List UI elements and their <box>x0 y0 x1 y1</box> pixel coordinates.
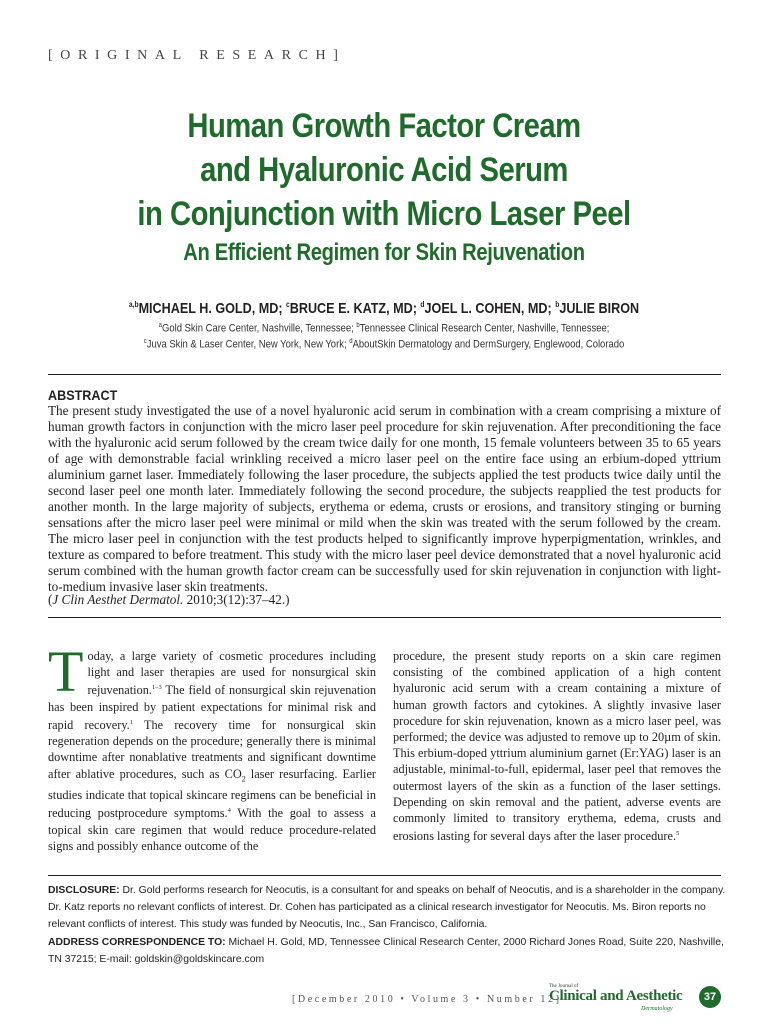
page-number-badge: 37 <box>699 986 721 1008</box>
subscript: 2 <box>241 774 246 784</box>
body-text: laser resurfacing. Earlier studies indicate that topical skincare regimens can be beneficial in reducing postprocedure symptoms. <box>48 766 376 821</box>
drop-cap: T <box>48 639 84 704</box>
abstract-body: The present study investigated the use of a novel hyaluronic acid serum in combination with a cream comprising a mixture of human growth factors in conjunction with the micro laser peel procedure for skin rejuvenation. After preconditioning the face with the hyaluronic acid serum followed by the cream twice daily for one month, 15 female volunteers between 35 to 65 years of age with demonstrable facial wrinkling received a micro laser peel on the entire face using an erbium-doped yttrium aluminium garnet laser. Immediately following the laser procedure, the subjects applied the test products twice daily until the second laser peel one month later. Immediately following the second procedure, the subjects reapplied the test products for another month. In the large majority of subjects, erythema or edema, crusts or erosions, and transitory stinging or burning sensations after the micro laser peel were minimal or mild when the skin was treated with the serum followed by the cream. The micro laser peel in conjunction with the test products helped to significantly improve hyperpigmentation, wrinkles, and texture as compared to before treatment. This study with the micro laser peel device demonstrated that a novel hyaluronic acid serum combined with the human growth factor cream can be successfully used for skin rejuvenation in conjunction with light-to-medium invasive laser skin treatments. <box>48 403 721 594</box>
author-name: JULIE BIRON <box>559 300 640 317</box>
reference-marker[interactable]: 4 <box>227 807 231 815</box>
reference-marker[interactable]: 5 <box>676 830 680 838</box>
body-text: procedure, the present study reports on a skin care regimen consisting of the combined application of a high content hyaluronic acid serum with a cream containing a mixture of human growth factors and cytokines. A slightly invasive laser procedure for skin rejuvenation, known as a micro laser peel, was performed; the device was adjusted to remove up to 20µm of skin. This erbium-doped yttrium aluminium garnet (Er:YAG) laser is an adjustable, minimal-to-full, epidermal, laser peel that removes the outermost layers of the skin as a function of the laser settings. Depending on skin removal and the patient, adverse events are commonly limited to transitory erythema, edema, crusts and erosions lasting for several days after the laser procedure. <box>393 649 721 844</box>
abstract-heading: ABSTRACT <box>48 387 118 403</box>
author-sup: a,b <box>128 300 139 309</box>
affiliation-line <box>54 338 714 351</box>
disclosure-paragraph <box>48 882 726 933</box>
author-name: JOEL L. COHEN, MD; <box>424 300 556 317</box>
title-line-3: in Conjunction with Micro Laser Peel <box>137 195 631 233</box>
affiliation: Gold Skin Care Center, Nashville, Tennessee; <box>161 322 357 335</box>
author-list <box>61 300 706 317</box>
affil-sup: a <box>158 322 162 329</box>
body-column-right <box>393 648 721 845</box>
title-line-2: and Hyaluronic Acid Serum <box>200 151 568 189</box>
logo-main-text: Clinical and Aesthetic <box>549 988 683 1004</box>
affiliation: AboutSkin Dermatology and DermSurgery, Englewood, Colorado <box>352 338 625 351</box>
body-column-left <box>48 639 376 854</box>
divider <box>48 374 721 375</box>
citation-journal: J Clin Aesthet Dermatol. <box>52 592 184 607</box>
article-title <box>0 104 768 268</box>
body-text: With the goal to assess a topical skin care regimen that would reduce procedure-related signs and possibly enhance outcome of the <box>48 806 376 853</box>
body-text: oday, a large variety of cosmetic procedures including light and laser therapies are used for nonsurgical skin rejuvenation. <box>87 649 376 698</box>
affil-sup: c <box>143 338 147 345</box>
address-label: ADDRESS CORRESPONDENCE TO: <box>48 937 226 948</box>
disclosure-box <box>48 882 726 969</box>
reference-marker[interactable]: 1 <box>129 718 134 726</box>
journal-logo <box>549 984 689 1014</box>
body-text: The recovery time for nonsurgical skin regeneration depends on the procedure; generally there is minimal downtime after nonablative treatments and significant downtime after ablative procedures, such as CO <box>48 718 376 781</box>
affiliation: Tennessee Clinical Research Center, Nashville, Tennessee; <box>359 322 610 335</box>
author-sup: d <box>420 300 425 309</box>
title-line-1: Human Growth Factor Cream <box>187 107 581 145</box>
affiliation: Juva Skin & Laser Center, New York, New York; <box>146 338 350 351</box>
citation-open: ( <box>48 592 53 607</box>
author-sup: c <box>286 300 290 309</box>
affil-sup: b <box>356 322 360 329</box>
author-sup: b <box>555 300 560 309</box>
affil-sup: d <box>349 338 353 345</box>
logo-small-text: The Journal of <box>549 984 579 989</box>
section-label: [ORIGINAL RESEARCH] <box>48 48 346 63</box>
article-subtitle: An Efficient Regimen for Skin Rejuvenation <box>183 239 585 266</box>
logo-sub-text: Dermatology <box>641 1006 673 1012</box>
author-name: BRUCE E. KATZ, MD; <box>289 300 421 317</box>
divider <box>48 875 721 876</box>
divider <box>48 617 721 618</box>
citation-rest: 2010;3(12):37–42.) <box>183 592 290 607</box>
affiliation-line <box>54 322 714 335</box>
footer-issue: [December 2010 • Volume 3 • Number 12] <box>292 994 562 1005</box>
reference-marker[interactable]: 1–3 <box>151 684 162 692</box>
body-text: The field of nonsurgical skin rejuvenation has been inspired by patient expectations for minimal risk and rapid recovery. <box>48 683 376 732</box>
disclosure-text: Dr. Gold performs research for Neocutis, is a consultant for and speaks on behalf of Neocutis, and is a shareholder in the company. Dr. Katz reports no relevant conflicts of interest. Dr. Cohen has participated as a clinical research investigator for Neocutis. Ms. Biron reports no relevant conflicts of interest. This study was funded by Neocutis, Inc., San Francisco, California. <box>48 885 726 930</box>
address-text: Michael H. Gold, MD, Tennessee Clinical Research Center, 2000 Richard Jones Road, Suite 220, Nashville, TN 37215; E-mail: goldskin@goldskincare.com <box>48 937 724 965</box>
author-name: MICHAEL H. GOLD, MD; <box>138 300 287 317</box>
disclosure-label: DISCLOSURE: <box>48 885 120 896</box>
address-paragraph <box>48 934 726 968</box>
abstract-citation <box>48 592 290 608</box>
